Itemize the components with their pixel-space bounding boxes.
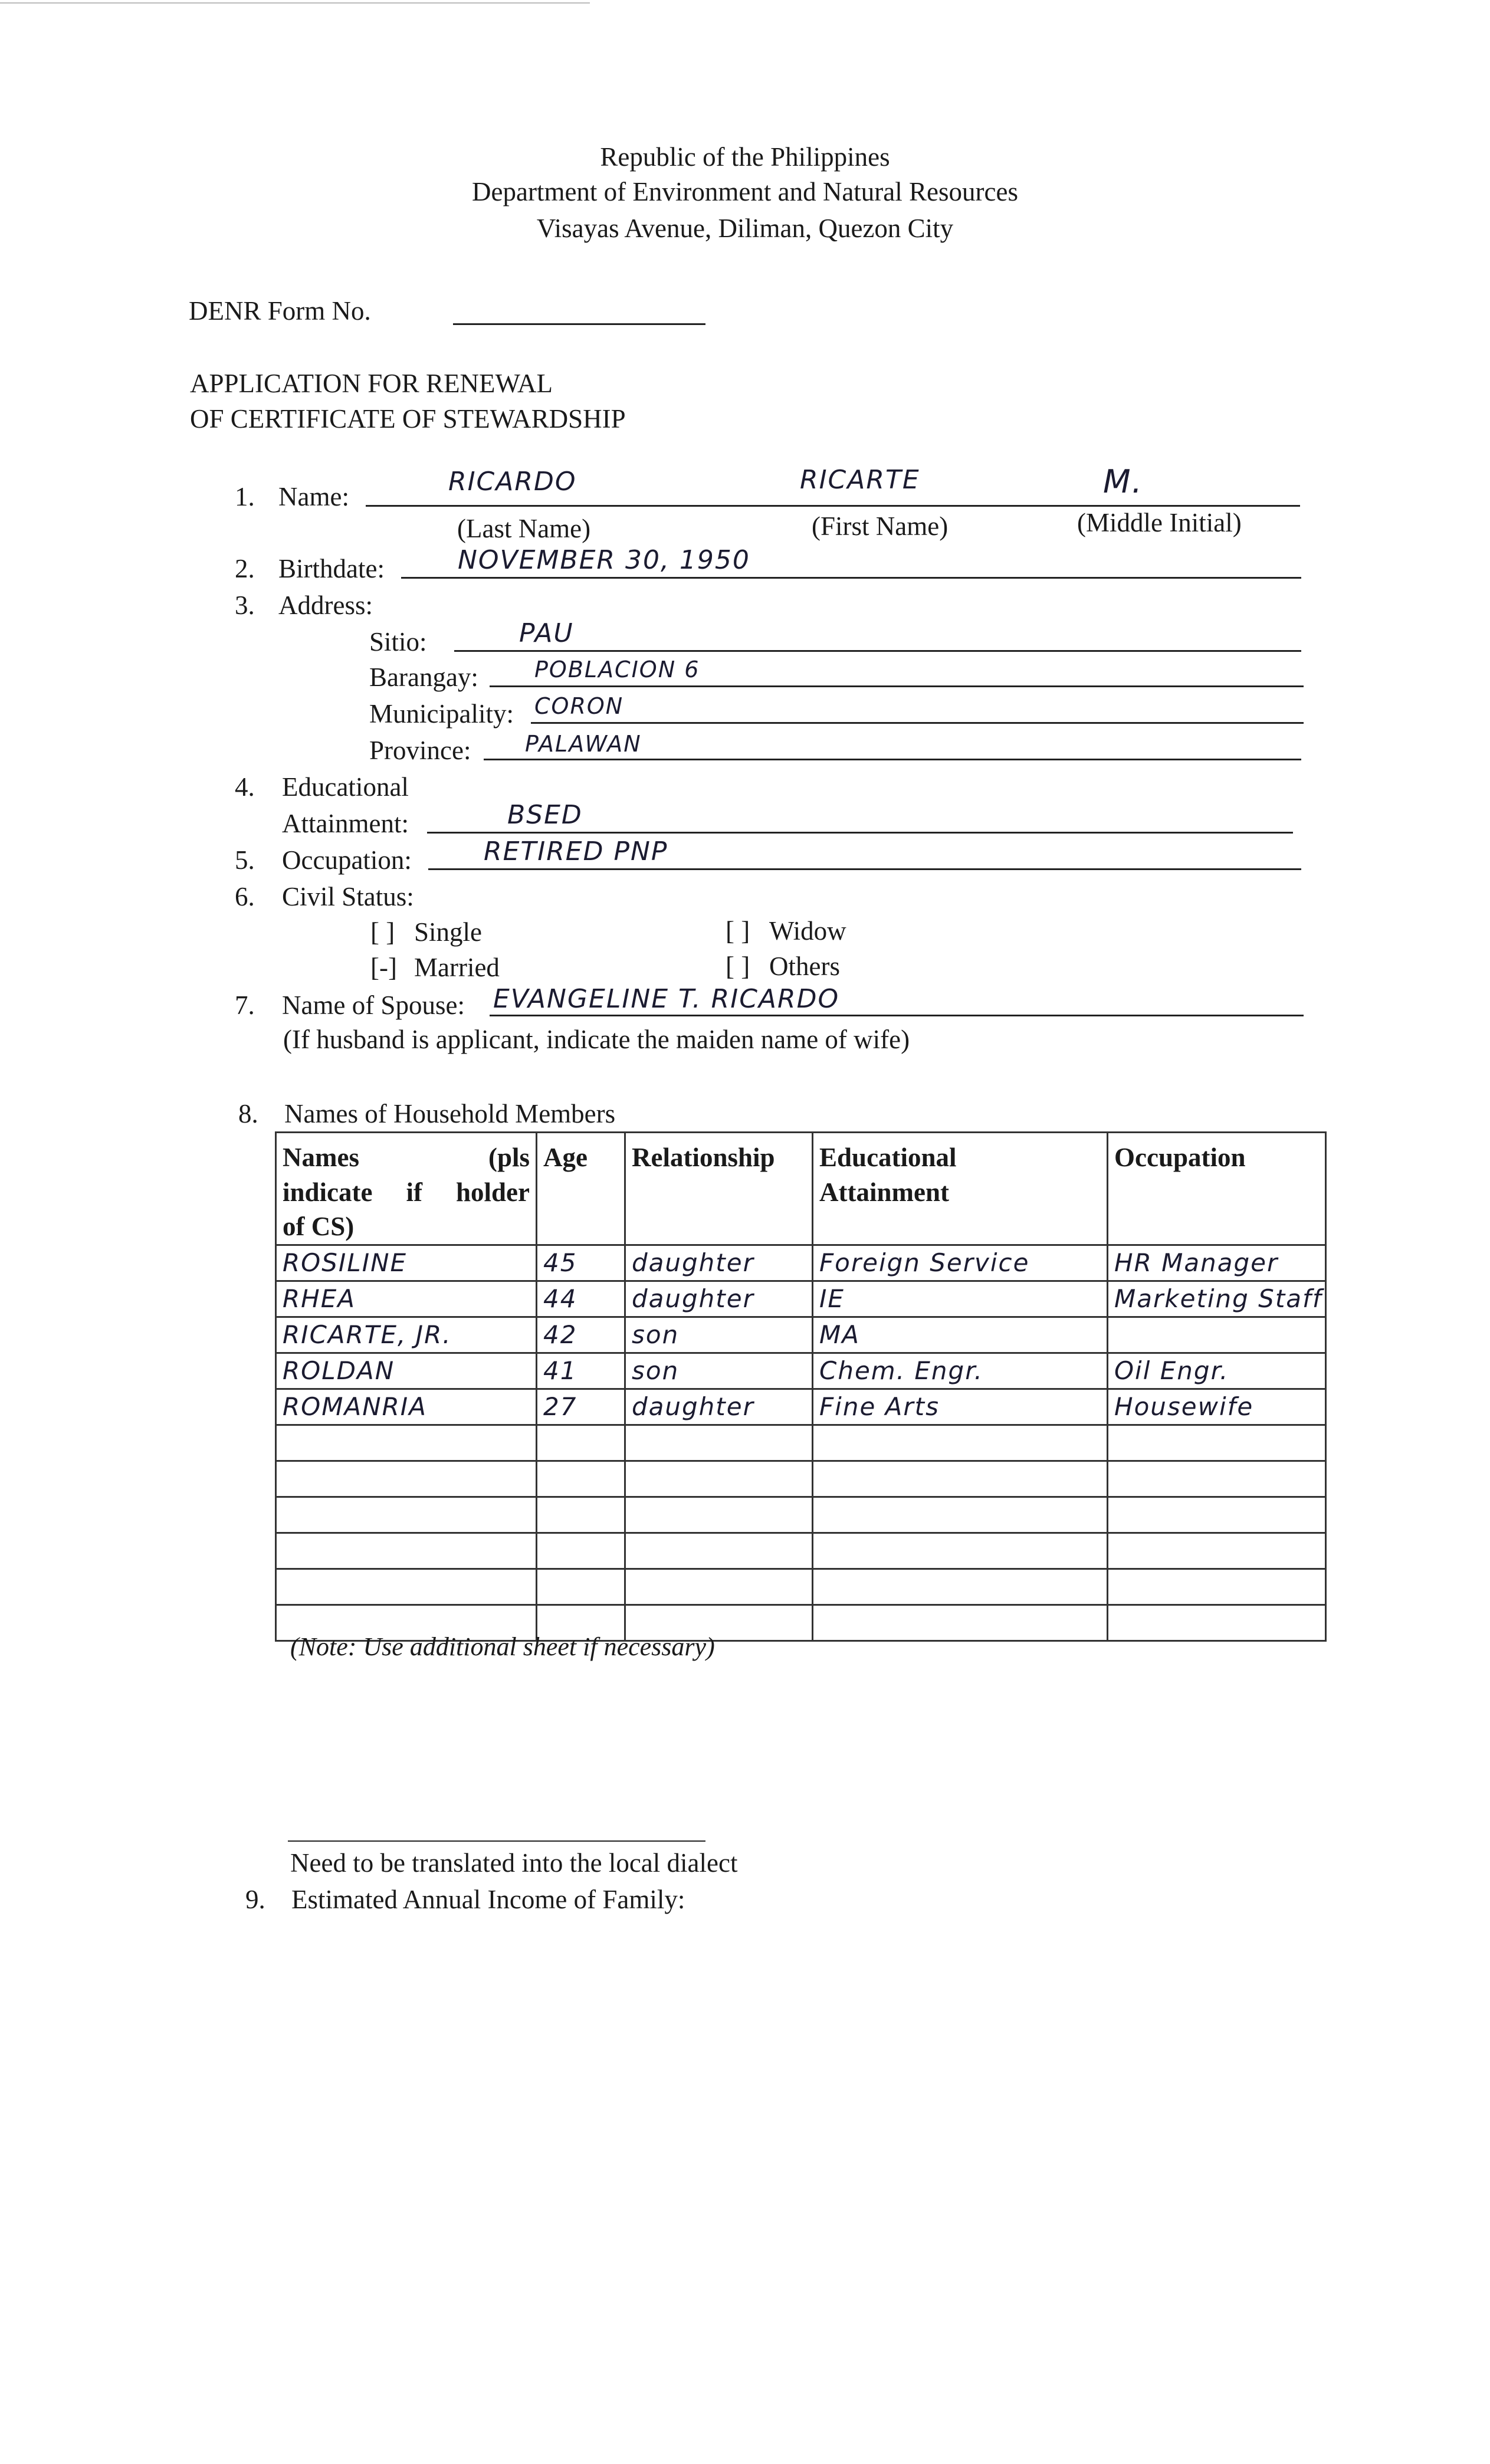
cell-age[interactable] xyxy=(537,1353,625,1389)
income-label: Estimated Annual Income of Family: xyxy=(291,1885,685,1914)
cell-occupation-value: Marketing Staff xyxy=(1114,1284,1322,1313)
occupation-field[interactable] xyxy=(428,868,1301,870)
widow-label: Widow xyxy=(769,916,846,946)
header-names-line2: indicate if holder xyxy=(283,1177,530,1207)
barangay-value: POBLACION 6 xyxy=(534,657,700,683)
translate-note: Need to be translated into the local dialect xyxy=(290,1848,738,1878)
header-address: Visayas Avenue, Diliman, Quezon City xyxy=(536,214,954,243)
header-names-line1: Names (pls xyxy=(283,1143,530,1172)
household-header-row xyxy=(276,1133,1326,1245)
cell-occupation[interactable] xyxy=(1108,1461,1326,1497)
cell-relationship[interactable] xyxy=(625,1425,813,1461)
household-table-body xyxy=(276,1245,1326,1641)
translate-signature-line xyxy=(288,1840,705,1842)
cell-age[interactable] xyxy=(537,1533,625,1569)
province-value: PALAWAN xyxy=(525,731,642,757)
sitio-label: Sitio: xyxy=(369,627,427,657)
cell-relationship[interactable] xyxy=(625,1533,813,1569)
cell-age-value: 41 xyxy=(543,1356,577,1385)
table-row xyxy=(276,1317,1326,1353)
cell-occupation[interactable] xyxy=(1108,1569,1326,1605)
header-occupation: Occupation xyxy=(1108,1133,1326,1245)
last-name-value: RICARDO xyxy=(448,467,577,497)
married-checkbox[interactable]: [-] xyxy=(370,953,397,982)
cell-relationship[interactable] xyxy=(625,1461,813,1497)
cell-name[interactable] xyxy=(276,1281,537,1317)
form-no-field[interactable] xyxy=(453,323,705,325)
cell-name[interactable] xyxy=(276,1389,537,1425)
birthdate-label: Birthdate: xyxy=(278,554,385,583)
education-field[interactable] xyxy=(427,832,1293,834)
civil-status-label: Civil Status: xyxy=(282,882,414,911)
form-title-line2: OF CERTIFICATE OF STEWARDSHIP xyxy=(190,404,626,434)
table-row xyxy=(276,1533,1326,1569)
first-name-caption: (First Name) xyxy=(812,511,949,541)
table-row xyxy=(276,1425,1326,1461)
cell-relationship[interactable] xyxy=(625,1389,813,1425)
cell-relationship-value: son xyxy=(632,1356,680,1385)
cell-relationship[interactable] xyxy=(625,1569,813,1605)
middle-initial-value: M. xyxy=(1103,463,1143,500)
header-education-line2: Attainment xyxy=(819,1177,949,1207)
cell-age[interactable] xyxy=(537,1497,625,1533)
cell-name-value: ROMANRIA xyxy=(283,1392,427,1421)
cell-education-value: IE xyxy=(819,1284,845,1313)
name-number: 1. xyxy=(235,482,255,511)
form-title-line1: APPLICATION FOR RENEWAL xyxy=(190,369,553,398)
cell-relationship[interactable] xyxy=(625,1245,813,1281)
cell-name[interactable] xyxy=(276,1425,537,1461)
header-age: Age xyxy=(537,1133,625,1245)
header-department: Department of Environment and Natural Resources xyxy=(472,177,1018,206)
education-number: 4. xyxy=(235,772,255,802)
province-field[interactable] xyxy=(484,759,1301,760)
cell-education[interactable] xyxy=(813,1605,1108,1641)
cell-education-value: Fine Arts xyxy=(819,1392,940,1421)
cell-occupation[interactable] xyxy=(1108,1605,1326,1641)
cell-name[interactable] xyxy=(276,1245,537,1281)
cell-education[interactable] xyxy=(813,1461,1108,1497)
cell-education[interactable] xyxy=(813,1569,1108,1605)
cell-age[interactable] xyxy=(537,1245,625,1281)
cell-relationship[interactable] xyxy=(625,1317,813,1353)
cell-relationship[interactable] xyxy=(625,1281,813,1317)
education-label-line1: Educational xyxy=(282,772,409,802)
cell-education-value: Chem. Engr. xyxy=(819,1356,983,1385)
cell-name[interactable] xyxy=(276,1569,537,1605)
table-row xyxy=(276,1461,1326,1497)
header-names-line3: of CS) xyxy=(283,1212,355,1241)
cell-age[interactable] xyxy=(537,1461,625,1497)
barangay-label: Barangay: xyxy=(369,662,478,692)
cell-age-value: 45 xyxy=(543,1248,577,1277)
header-education xyxy=(813,1133,1108,1245)
spouse-number: 7. xyxy=(235,990,255,1020)
cell-age[interactable] xyxy=(537,1389,625,1425)
spouse-note: (If husband is applicant, indicate the maiden name of wife) xyxy=(283,1025,910,1054)
cell-occupation[interactable] xyxy=(1108,1281,1326,1317)
cell-occupation-value: HR Manager xyxy=(1114,1248,1279,1277)
spouse-field[interactable] xyxy=(490,1015,1304,1016)
cell-occupation[interactable] xyxy=(1108,1353,1326,1389)
table-row xyxy=(276,1389,1326,1425)
cell-age[interactable] xyxy=(537,1425,625,1461)
municipality-label: Municipality: xyxy=(369,699,514,729)
cell-age[interactable] xyxy=(537,1281,625,1317)
education-label-line2: Attainment: xyxy=(282,809,409,838)
cell-occupation[interactable] xyxy=(1108,1497,1326,1533)
cell-name[interactable] xyxy=(276,1353,537,1389)
birthdate-field[interactable] xyxy=(401,577,1301,579)
cell-age[interactable] xyxy=(537,1317,625,1353)
others-checkbox[interactable]: [ ] xyxy=(726,952,750,981)
cell-education[interactable] xyxy=(813,1353,1108,1389)
address-number: 3. xyxy=(235,590,255,620)
cell-relationship[interactable] xyxy=(625,1353,813,1389)
cell-education[interactable] xyxy=(813,1281,1108,1317)
sitio-field[interactable] xyxy=(454,650,1301,652)
cell-occupation-value: Oil Engr. xyxy=(1114,1356,1229,1385)
household-table xyxy=(275,1131,1327,1642)
household-number: 8. xyxy=(238,1099,258,1128)
income-number: 9. xyxy=(245,1885,265,1914)
single-label: Single xyxy=(414,917,483,947)
cell-relationship-value: daughter xyxy=(632,1248,754,1277)
barangay-field[interactable] xyxy=(490,685,1304,687)
cell-relationship-value: daughter xyxy=(632,1392,754,1421)
cell-age[interactable] xyxy=(537,1569,625,1605)
first-name-value: RICARTE xyxy=(800,465,920,495)
cell-occupation[interactable] xyxy=(1108,1389,1326,1425)
married-label: Married xyxy=(414,953,500,982)
occupation-value: RETIRED PNP xyxy=(484,836,668,867)
cell-relationship[interactable] xyxy=(625,1497,813,1533)
cell-education[interactable] xyxy=(813,1389,1108,1425)
cell-relationship-value: son xyxy=(632,1320,680,1349)
cell-education-value: MA xyxy=(819,1320,860,1349)
occupation-number: 5. xyxy=(235,845,255,875)
header-relationship: Relationship xyxy=(625,1133,813,1245)
widow-checkbox[interactable]: [ ] xyxy=(726,916,750,946)
spouse-label: Name of Spouse: xyxy=(282,990,465,1020)
cell-education[interactable] xyxy=(813,1425,1108,1461)
form-no-label: DENR Form No. xyxy=(189,296,371,326)
name-field[interactable] xyxy=(366,505,1300,507)
municipality-field[interactable] xyxy=(531,722,1304,724)
table-row xyxy=(276,1281,1326,1317)
sitio-value: PAU xyxy=(519,618,574,648)
cell-education[interactable] xyxy=(813,1317,1108,1353)
cell-name[interactable] xyxy=(276,1317,537,1353)
birthdate-value: NOVEMBER 30, 1950 xyxy=(458,545,750,575)
cell-name[interactable] xyxy=(276,1533,537,1569)
scan-edge-mark xyxy=(0,2,590,4)
table-row xyxy=(276,1569,1326,1605)
middle-initial-caption: (Middle Initial) xyxy=(1077,508,1242,537)
cell-occupation-value: Housewife xyxy=(1114,1392,1254,1421)
table-row xyxy=(276,1497,1326,1533)
cell-name-value: ROSILINE xyxy=(283,1248,408,1277)
municipality-value: CORON xyxy=(534,693,624,719)
table-row xyxy=(276,1353,1326,1389)
cell-education[interactable] xyxy=(813,1533,1108,1569)
occupation-label: Occupation: xyxy=(282,845,412,875)
cell-occupation[interactable] xyxy=(1108,1245,1326,1281)
birthdate-number: 2. xyxy=(235,554,255,583)
cell-age-value: 42 xyxy=(543,1320,577,1349)
others-label: Others xyxy=(769,952,840,981)
spouse-value: EVANGELINE T. RICARDO xyxy=(493,984,840,1014)
cell-occupation[interactable] xyxy=(1108,1317,1326,1353)
education-value: BSED xyxy=(507,800,583,830)
table-row xyxy=(276,1245,1326,1281)
cell-name[interactable] xyxy=(276,1497,537,1533)
cell-relationship-value: daughter xyxy=(632,1284,754,1313)
cell-education-value: Foreign Service xyxy=(819,1248,1030,1277)
single-checkbox[interactable]: [ ] xyxy=(370,917,395,947)
cell-education[interactable] xyxy=(813,1245,1108,1281)
last-name-caption: (Last Name) xyxy=(457,514,591,543)
cell-name-value: ROLDAN xyxy=(283,1356,395,1385)
cell-occupation[interactable] xyxy=(1108,1425,1326,1461)
address-label: Address: xyxy=(278,590,373,620)
province-label: Province: xyxy=(369,736,471,765)
cell-age-value: 44 xyxy=(543,1284,577,1313)
name-label: Name: xyxy=(278,482,349,511)
cell-name-value: RHEA xyxy=(283,1284,356,1313)
household-note: (Note: Use additional sheet if necessary) xyxy=(290,1632,715,1661)
civil-status-number: 6. xyxy=(235,882,255,911)
cell-age-value: 27 xyxy=(543,1392,577,1421)
cell-occupation[interactable] xyxy=(1108,1533,1326,1569)
cell-name[interactable] xyxy=(276,1461,537,1497)
header-names xyxy=(276,1133,537,1245)
cell-name-value: RICARTE, JR. xyxy=(283,1320,452,1349)
cell-education[interactable] xyxy=(813,1497,1108,1533)
household-label: Names of Household Members xyxy=(284,1099,616,1128)
header-republic: Republic of the Philippines xyxy=(600,142,890,172)
header-education-line1: Educational xyxy=(819,1143,957,1172)
